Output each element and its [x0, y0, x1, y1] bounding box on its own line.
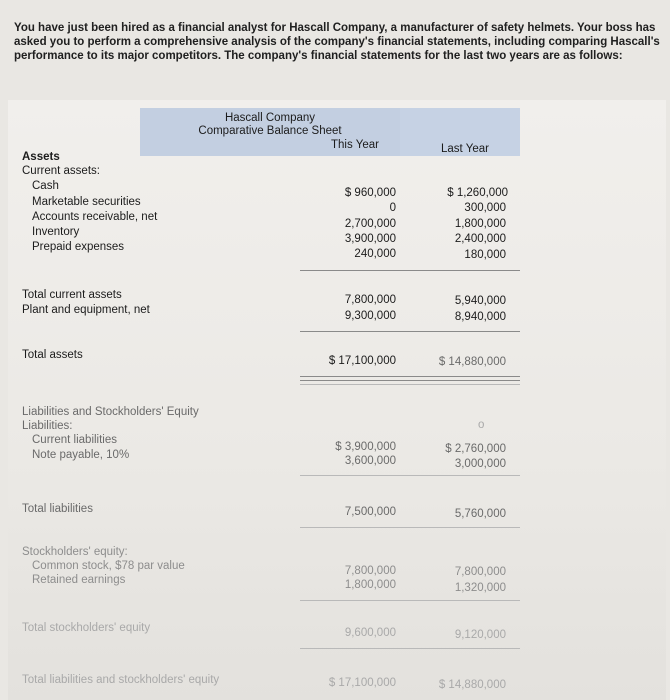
double-underline: [300, 376, 520, 377]
inventory-label: Inventory: [32, 226, 80, 238]
inventory-last-year: 2,400,000: [454, 233, 506, 245]
total-liab-equity-last-year: $ 14,880,000: [438, 679, 506, 691]
current-liabilities-label: Current liabilities: [32, 434, 118, 446]
divider: [300, 384, 520, 385]
sheet-title: Comparative Balance Sheet: [198, 125, 342, 137]
cash-this-year: $ 960,000: [344, 187, 396, 199]
prepaid-this-year: 240,000: [354, 248, 396, 260]
divider: [300, 331, 520, 332]
total-assets-last-year: $ 14,880,000: [438, 356, 506, 368]
note-payable-last-year: 3,000,000: [454, 458, 506, 470]
total-equity-this-year: 9,600,000: [344, 627, 396, 639]
inventory-this-year: 3,900,000: [344, 233, 396, 245]
prepaid-last-year: 180,000: [464, 249, 506, 261]
cash-label: Cash: [32, 180, 59, 192]
current-liabilities-last-year: $ 2,760,000: [445, 443, 506, 455]
stray-mark: o: [478, 419, 485, 431]
divider: [300, 648, 520, 649]
total-current-assets-last-year: 5,940,000: [454, 295, 506, 307]
total-current-assets-label: Total current assets: [22, 289, 122, 301]
current-assets-heading: Current assets:: [22, 165, 100, 177]
prepaid-label: Prepaid expenses: [32, 241, 125, 253]
total-current-assets-this-year: 7,800,000: [344, 294, 396, 306]
common-stock-last-year: 7,800,000: [454, 566, 506, 578]
divider: [300, 270, 520, 271]
receivable-this-year: 2,700,000: [344, 218, 396, 230]
total-liabilities-this-year: 7,500,000: [344, 506, 396, 518]
assets-heading: Assets: [22, 151, 60, 163]
marketable-this-year: 0: [389, 202, 396, 214]
divider: [300, 527, 520, 528]
total-assets-this-year: $ 17,100,000: [328, 355, 396, 367]
total-liab-equity-label: Total liabilities and stockholders' equity: [22, 674, 220, 686]
liab-equity-heading: Liabilities and Stockholders' Equity: [22, 406, 199, 418]
plant-label: Plant and equipment, net: [22, 304, 150, 316]
plant-this-year: 9,300,000: [344, 310, 396, 322]
total-liab-equity-this-year: $ 17,100,000: [328, 677, 396, 689]
common-stock-label: Common stock, $78 par value: [32, 560, 185, 572]
total-assets-label: Total assets: [22, 349, 83, 361]
current-liabilities-this-year: $ 3,900,000: [335, 441, 396, 453]
col-this-year: This Year: [331, 139, 379, 151]
note-payable-label: Note payable, 10%: [32, 449, 130, 461]
liabilities-heading: Liabilities:: [22, 420, 73, 432]
receivable-label: Accounts receivable, net: [32, 211, 158, 223]
intro-paragraph: You have just been hired as a financial analyst for Hascall Company, a manufacturer of safety helmets. Your boss has asked you to perform a comprehensive analysis of the company's financial statements, including comparing Hascall's performance to its major competitors. The company's financial statements for the last two years are as follows:: [14, 22, 660, 63]
plant-last-year: 8,940,000: [454, 311, 506, 323]
retained-last-year: 1,320,000: [454, 582, 506, 594]
retained-this-year: 1,800,000: [344, 579, 396, 591]
common-stock-this-year: 7,800,000: [344, 565, 396, 577]
total-liabilities-label: Total liabilities: [22, 503, 93, 515]
total-equity-label: Total stockholders' equity: [22, 622, 151, 634]
divider: [300, 600, 520, 601]
note-payable-this-year: 3,600,000: [344, 455, 396, 467]
receivable-last-year: 1,800,000: [454, 218, 506, 230]
total-equity-last-year: 9,120,000: [454, 629, 506, 641]
marketable-label: Marketable securities: [32, 196, 141, 208]
total-liabilities-last-year: 5,760,000: [454, 508, 506, 520]
marketable-last-year: 300,000: [464, 202, 506, 214]
retained-label: Retained earnings: [32, 574, 126, 586]
col-last-year: Last Year: [441, 143, 489, 155]
divider: [300, 475, 520, 476]
equity-heading: Stockholders' equity:: [22, 546, 128, 558]
double-underline: [300, 380, 520, 381]
cash-last-year: $ 1,260,000: [447, 187, 508, 199]
company-name: Hascall Company: [224, 112, 316, 124]
